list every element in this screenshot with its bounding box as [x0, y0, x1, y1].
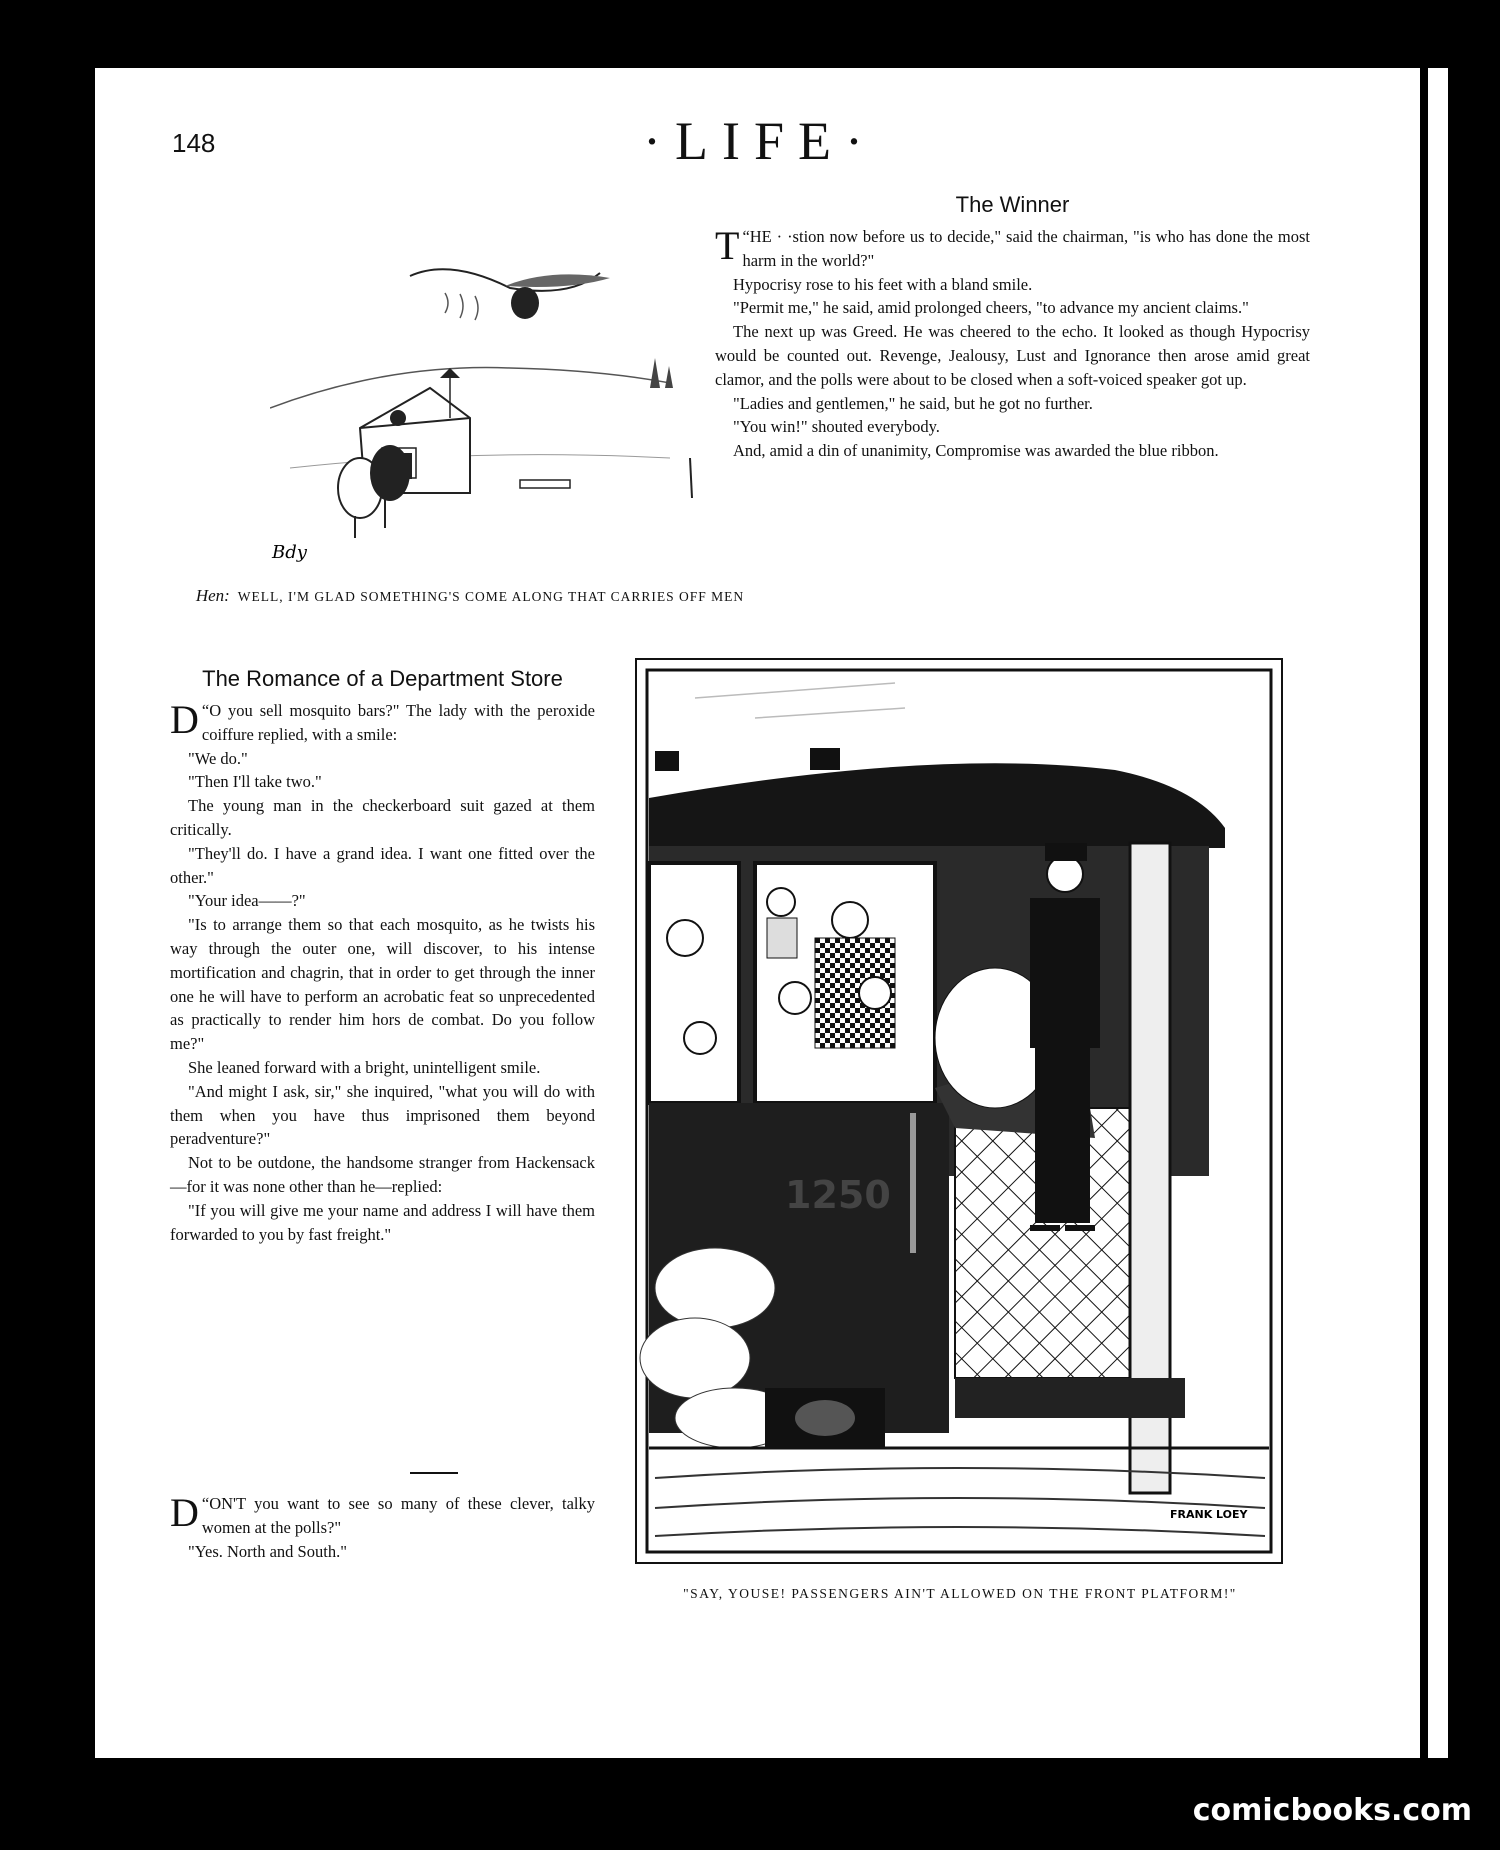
article-paragraph: "They'll do. I have a grand idea. I want one fitted over the other."	[170, 843, 595, 887]
drop-cap: D	[170, 1490, 199, 1535]
article-paragraph: "You win!" shouted everybody.	[733, 417, 940, 437]
caption-text: WELL, I'M GLAD SOMETHING'S COME ALONG THAT CARRIES OFF MEN	[237, 589, 745, 604]
article-paragraph: "We do."	[188, 748, 248, 768]
streetcar-cartoon-signature: FRANK LOEY	[1170, 1508, 1248, 1521]
hen-cartoon-signature: Bdy	[272, 542, 307, 563]
article-paragraph: "Permit me," he said, amid prolonged cheers, "to advance my ancient claims."	[733, 298, 1249, 318]
masthead: ·LIFE·	[643, 111, 877, 171]
hen-cartoon-caption	[175, 585, 765, 608]
hen-cartoon	[270, 258, 750, 568]
article-paragraph: D “ON'T you want to see so many of these clever, talky women at the polls?"	[170, 1490, 595, 1537]
article-title: The Romance of a Department Store	[202, 666, 563, 691]
streetcar-cartoon-caption: "SAY, YOUSE! PASSENGERS AIN'T ALLOWED ON THE FRONT PLATFORM!"	[683, 1586, 1237, 1601]
drop-cap: T	[715, 223, 740, 268]
article-paragraph: The next up was Greed. He was cheered to the echo. It looked as though Hypocrisy would be counted out. Revenge, Jealousy, Lust and Ignorance then arose amid great clamor, and the polls were about to be closed when a soft-voiced speaker got up.	[715, 322, 1310, 389]
article-paragraph: "Yes. North and South."	[188, 1541, 347, 1561]
page-number: 148	[172, 128, 216, 158]
next-page-edge	[1428, 68, 1448, 1758]
watermark: comicbooks.com	[1192, 1793, 1472, 1828]
article-paragraph: "Ladies and gentlemen," he said, but he got no further.	[733, 393, 1093, 413]
car-number: 1250	[785, 1173, 891, 1217]
article-paragraph: Not to be outdone, the handsome stranger from Hackensack—for it was none other than he—replied:	[170, 1153, 595, 1196]
article-paragraph: "Your idea——?"	[188, 891, 306, 911]
article-paragraph: And, amid a din of unanimity, Compromise was awarded the blue ribbon.	[733, 441, 1219, 461]
article-the-winner	[715, 190, 1310, 463]
article-paragraph: "Is to arrange them so that each mosquito, as he twists his way through the outer one, will discover, to his intense mortification and chagrin, that in order to get through the inner one he will have to perform an acrobatic feat so unprecedented as practically to render him hors de combat. Do you follow me?"	[170, 915, 595, 1054]
article-paragraph: "Then I'll take two."	[188, 772, 322, 792]
article-paragraph: D “O you sell mosquito bars?" The lady with the peroxide coiffure replied, with a smile:	[170, 697, 595, 744]
article-paragraph: Hypocrisy rose to his feet with a bland smile.	[733, 274, 1033, 294]
article-paragraph: She leaned forward with a bright, unintelligent smile.	[188, 1057, 541, 1077]
streetcar-cartoon	[635, 658, 1283, 1564]
section-divider	[410, 1472, 458, 1474]
drop-cap: D	[170, 697, 199, 742]
article-polls-joke	[170, 1492, 595, 1563]
article-title: The Winner	[955, 192, 1070, 217]
article-paragraph: "And might I ask, sir," she inquired, "what you will do with them when you have thus imprisoned them beyond peradventure?"	[170, 1081, 595, 1149]
article-paragraph: T “HE · ·stion now before us to decide," said the chairman, "is who has done the most harm in the world?"	[715, 223, 1310, 270]
article-romance-department-store	[170, 664, 595, 1246]
caption-speaker: Hen:	[195, 586, 230, 605]
article-paragraph: The young man in the checkerboard suit gazed at them critically.	[170, 796, 595, 839]
article-paragraph: "If you will give me your name and address I will have them forwarded to you by fast freight."	[170, 1200, 595, 1244]
